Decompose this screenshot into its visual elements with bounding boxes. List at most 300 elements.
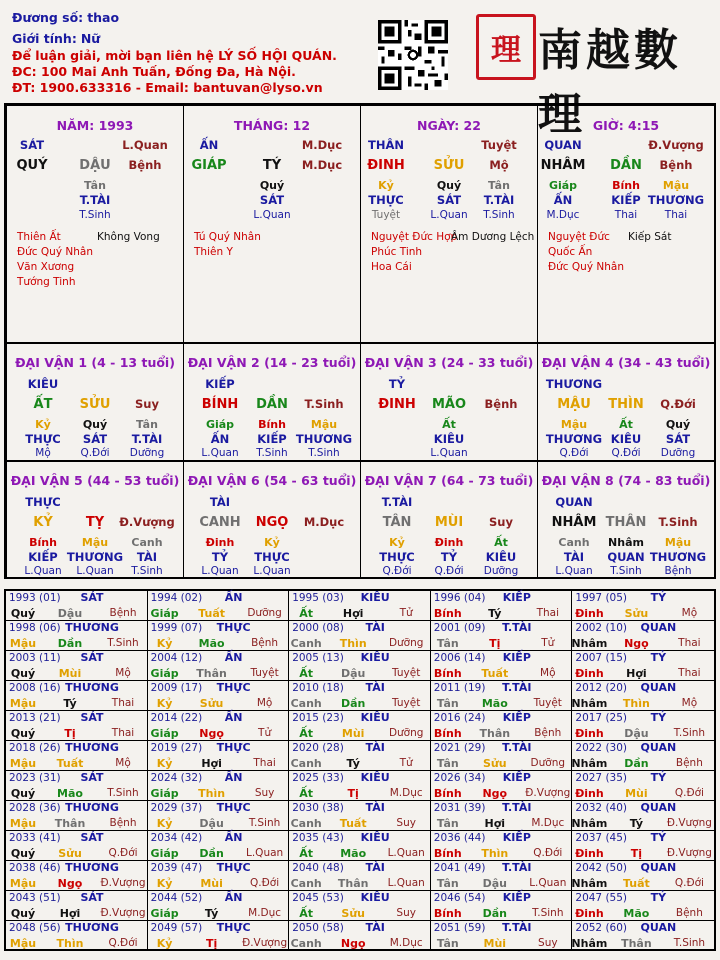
- hidden-star: T.TÀI: [131, 432, 163, 446]
- annual-luck-cell[interactable]: [431, 651, 573, 681]
- year-star: THỰC: [216, 681, 251, 694]
- hidden-star: T.TÀI: [483, 193, 515, 207]
- annual-luck-cell[interactable]: [6, 711, 148, 741]
- earthly-branch: TÝ: [262, 158, 282, 173]
- annual-luck-cell[interactable]: [148, 861, 290, 891]
- year-stage: Thai: [678, 637, 701, 649]
- year-label: 2024 (32): [150, 772, 203, 784]
- annual-luck-cell[interactable]: [148, 831, 290, 861]
- annual-luck-cell[interactable]: [6, 891, 148, 921]
- year-label: 2042 (50): [575, 862, 628, 874]
- year-label: 2038 (46): [9, 862, 61, 874]
- year-branch: Dậu: [624, 727, 649, 740]
- hidden-stage: Bệnh: [664, 565, 692, 577]
- dai-van-title[interactable]: ĐẠI VẬN 6 (54 - 63 tuổi): [187, 473, 357, 488]
- annual-luck-cell[interactable]: [572, 711, 714, 741]
- hidden-stem: Bính: [258, 418, 286, 431]
- shensha-note: Tú Quý Nhân: [194, 231, 261, 243]
- year-stage: T.Sinh: [248, 817, 281, 829]
- year-label: 2028 (36): [9, 802, 61, 814]
- hidden-star: KIÊU: [433, 432, 465, 446]
- year-star: KIÊU: [360, 591, 390, 604]
- life-stage: M.Dục: [301, 158, 343, 172]
- year-star: SÁT: [80, 651, 104, 664]
- year-star: THỰC: [216, 801, 251, 814]
- year-stem: Mậu: [9, 697, 37, 710]
- annual-luck-cell[interactable]: [148, 711, 290, 741]
- annual-luck-cell[interactable]: [148, 621, 290, 651]
- dai-van-stem: BÍNH: [201, 397, 239, 412]
- year-star: TÀI: [365, 861, 385, 874]
- year-label: 2029 (37): [150, 802, 203, 814]
- shensha-note: Âm Dương Lệch: [451, 231, 535, 243]
- life-stage: Bệnh: [659, 158, 693, 172]
- hidden-star: TÀI: [136, 550, 158, 564]
- year-label: 2039 (47): [150, 862, 203, 874]
- annual-luck-cell[interactable]: [572, 651, 714, 681]
- hidden-star: KIẾP: [28, 550, 58, 564]
- dai-van-stem: TÂN: [382, 515, 412, 530]
- hidden-stage: L.Quan: [430, 209, 468, 221]
- annual-luck-cell[interactable]: [148, 681, 290, 711]
- year-stem: Canh: [290, 637, 322, 650]
- year-stem: Kỷ: [156, 817, 173, 830]
- year-branch: Mùi: [625, 787, 648, 800]
- year-label: 2050 (58): [292, 922, 344, 934]
- dai-van-title[interactable]: ĐẠI VẬN 2 (14 - 23 tuổi): [187, 355, 357, 370]
- year-stage: L.Quan: [387, 847, 425, 859]
- annual-luck-cell[interactable]: [572, 921, 714, 951]
- annual-luck-cell[interactable]: [431, 921, 573, 951]
- pillar-title: NĂM: 1993: [56, 118, 134, 133]
- year-stage: Tuyệt: [392, 667, 421, 679]
- dai-van-title[interactable]: ĐẠI VẬN 5 (44 - 53 tuổi): [10, 473, 180, 488]
- year-star: T.TÀI: [502, 621, 532, 634]
- contact-line-3: ĐT: 1900.633316 - Email: bantuvan@lyso.vn: [12, 80, 323, 95]
- year-branch: Hợi: [342, 607, 364, 620]
- year-label: 2003 (11): [9, 652, 61, 664]
- main-star: THÂN: [368, 138, 404, 152]
- year-label: 2007 (15): [575, 652, 628, 664]
- annual-luck-cell[interactable]: [289, 651, 431, 681]
- year-label: 2043 (51): [9, 892, 61, 904]
- year-stem: Kỷ: [156, 937, 173, 950]
- annual-luck-cell[interactable]: [148, 771, 290, 801]
- year-stem: Ất: [299, 727, 314, 740]
- dai-van-stage: T.Sinh: [304, 397, 344, 411]
- year-branch: Tý: [488, 607, 502, 620]
- year-label: 2048 (56): [9, 922, 61, 934]
- hidden-star: THƯƠNG: [649, 550, 707, 564]
- annual-luck-cell[interactable]: [431, 861, 573, 891]
- year-stem: Tân: [436, 817, 459, 830]
- annual-luck-cell[interactable]: [6, 651, 148, 681]
- year-stage: Tuyệt: [533, 697, 562, 709]
- annual-luck-cell[interactable]: [572, 621, 714, 651]
- year-label: 2004 (12): [150, 652, 203, 664]
- year-label: 1994 (02): [150, 592, 203, 604]
- life-stage: Mộ: [489, 158, 509, 172]
- year-stem: Ất: [299, 787, 314, 800]
- year-stage: Q.Đới: [533, 847, 563, 859]
- dai-van-stage: T.Sinh: [658, 515, 698, 529]
- annual-luck-cell[interactable]: [572, 891, 714, 921]
- hidden-stem: Giáp: [548, 179, 578, 192]
- year-star: QUAN: [640, 861, 677, 874]
- year-star: TỶ: [650, 591, 667, 604]
- year-stem: Ất: [299, 907, 314, 920]
- year-stage: Tử: [399, 607, 413, 619]
- dai-van-branch: NGỌ: [255, 515, 289, 530]
- year-stage: T.Sinh: [532, 907, 564, 919]
- annual-luck-cell[interactable]: [572, 681, 714, 711]
- year-star: THỰC: [216, 921, 251, 934]
- pillars-grid: [4, 103, 716, 579]
- year-star: QUAN: [640, 741, 677, 754]
- year-branch: Ngọ: [340, 937, 366, 950]
- annual-luck-cell[interactable]: [6, 921, 148, 951]
- year-stem: Mậu: [9, 817, 37, 830]
- year-branch: Mão: [198, 637, 225, 650]
- year-stage: Bệnh: [675, 757, 703, 769]
- hidden-stage: Thai: [664, 209, 688, 221]
- year-branch: Hợi: [626, 667, 647, 680]
- shensha-note: Văn Xương: [17, 261, 75, 273]
- year-label: 2018 (26): [9, 742, 61, 754]
- year-branch: Mão: [340, 847, 367, 860]
- hidden-star: SÁT: [259, 193, 285, 207]
- year-stem: Canh: [290, 697, 322, 710]
- hidden-stem: Bính: [29, 536, 57, 549]
- hidden-stage: Q.Đới: [611, 447, 641, 459]
- dai-van-title[interactable]: ĐẠI VẬN 4 (34 - 43 tuổi): [541, 355, 711, 370]
- hidden-stage: L.Quan: [24, 565, 62, 577]
- annual-luck-cell[interactable]: [431, 771, 573, 801]
- annual-luck-cell[interactable]: [572, 741, 714, 771]
- year-branch: Mùi: [200, 877, 223, 890]
- dai-van-star: KIẾP: [205, 377, 235, 391]
- year-star: T.TÀI: [502, 861, 532, 874]
- year-branch: Dần: [340, 697, 366, 710]
- year-stage: Thai: [536, 607, 560, 619]
- year-label: 2033 (41): [9, 832, 61, 844]
- annual-luck-cell[interactable]: [431, 681, 573, 711]
- year-stem: Kỷ: [156, 637, 173, 650]
- annual-luck-cell[interactable]: [289, 921, 431, 951]
- year-stem: Đinh: [575, 727, 604, 740]
- year-branch: Tuất: [481, 667, 509, 680]
- year-star: THƯƠNG: [65, 921, 119, 934]
- year-label: 1997 (05): [575, 592, 628, 604]
- year-branch: Thân: [621, 937, 652, 950]
- hidden-stage: Thai: [614, 209, 638, 221]
- annual-luck-cell[interactable]: [148, 651, 290, 681]
- year-branch: Thìn: [339, 637, 367, 650]
- year-star: TỶ: [650, 891, 667, 904]
- dai-van-star: TỶ: [388, 377, 406, 391]
- annual-luck-cell[interactable]: [289, 681, 431, 711]
- year-stem: Quý: [10, 607, 36, 620]
- year-stage: M.Dục: [531, 817, 565, 829]
- annual-luck-cell[interactable]: [572, 831, 714, 861]
- year-label: 2041 (49): [433, 862, 486, 874]
- annual-luck-cell[interactable]: [289, 801, 431, 831]
- hidden-stage: L.Quan: [201, 447, 239, 459]
- annual-luck-cell[interactable]: [6, 861, 148, 891]
- year-stage: Tuyệt: [392, 697, 421, 709]
- year-stage: M.Dục: [389, 937, 423, 949]
- year-label: 1996 (04): [433, 592, 486, 604]
- shensha-note: Thiên Ất: [17, 231, 61, 243]
- pillar-title: GIỜ: 4:15: [592, 118, 660, 133]
- hidden-star: KIẾP: [611, 193, 641, 207]
- year-label: 2030 (38): [292, 802, 344, 814]
- annual-luck-cell[interactable]: [6, 801, 148, 831]
- year-label: 1999 (07): [150, 622, 203, 634]
- qr-code-icon[interactable]: [378, 20, 448, 90]
- hidden-stage: Q.Đới: [382, 565, 412, 577]
- hidden-stage: L.Quan: [253, 565, 291, 577]
- year-stem: Kỷ: [156, 757, 173, 770]
- year-branch: Tý: [346, 757, 360, 770]
- dai-van-cell: [360, 461, 538, 579]
- year-stage: Dưỡng: [247, 607, 282, 619]
- hidden-stem: Kỷ: [35, 418, 51, 431]
- year-label: 2012 (20): [575, 682, 628, 694]
- shensha-note: Kiếp Sát: [628, 231, 672, 243]
- hidden-stage: T.Sinh: [256, 447, 288, 459]
- year-star: T.TÀI: [502, 681, 532, 694]
- year-star: QUAN: [640, 921, 677, 934]
- hidden-star: THƯƠNG: [295, 432, 353, 446]
- annual-luck-cell[interactable]: [289, 771, 431, 801]
- annual-luck-cell[interactable]: [6, 831, 148, 861]
- hidden-stage: L.Quan: [555, 565, 593, 577]
- year-label: 2045 (53): [292, 892, 344, 904]
- annual-luck-cell[interactable]: [431, 831, 573, 861]
- pillar-title: THÁNG: 12: [233, 118, 311, 133]
- year-branch: Hợi: [59, 907, 81, 920]
- year-label: 2026 (34): [433, 772, 486, 784]
- year-stem: Bính: [433, 787, 462, 800]
- year-stem: Đinh: [575, 607, 604, 620]
- year-stem: Mậu: [9, 757, 37, 770]
- annual-luck-cell[interactable]: [572, 861, 714, 891]
- hidden-star: SÁT: [436, 193, 462, 207]
- pillar-title: NGÀY: 22: [417, 118, 481, 133]
- year-star: TỶ: [650, 831, 667, 844]
- year-star: T.TÀI: [502, 801, 532, 814]
- hidden-stem: Tân: [488, 179, 510, 192]
- hidden-star: SÁT: [82, 432, 108, 446]
- year-stage: T.Sinh: [107, 787, 139, 799]
- annual-luck-cell[interactable]: [6, 681, 148, 711]
- year-branch: Thìn: [56, 937, 84, 950]
- hidden-stem: Ất: [494, 536, 508, 549]
- annual-luck-cell[interactable]: [148, 921, 290, 951]
- dai-van-branch: TỴ: [85, 515, 105, 530]
- heavenly-stem: NHÂM: [540, 158, 586, 173]
- hidden-stage: T.Sinh: [79, 209, 111, 221]
- annual-luck-cell[interactable]: [431, 891, 573, 921]
- contact-line-1: Để luận giải, mời bạn liên hệ LÝ SỐ HỘI QUÁN.: [12, 48, 337, 63]
- dai-van-star: QUAN: [555, 495, 593, 509]
- year-label: 2000 (08): [292, 622, 344, 634]
- year-stem: Nhâm: [571, 817, 608, 830]
- hidden-stem: Đinh: [205, 536, 235, 549]
- annual-luck-cell[interactable]: [289, 891, 431, 921]
- dai-van-star: KIÊU: [27, 377, 59, 391]
- hidden-stage: T.Sinh: [610, 565, 642, 577]
- hidden-star: SÁT: [665, 432, 691, 446]
- annual-luck-cell[interactable]: [6, 591, 148, 621]
- year-label: 2001 (09): [433, 622, 486, 634]
- annual-luck-cell[interactable]: [289, 591, 431, 621]
- dai-van-title[interactable]: ĐẠI VẬN 1 (4 - 13 tuổi): [15, 355, 175, 370]
- year-branch: Tý: [204, 907, 219, 920]
- dai-van-cell: [537, 343, 715, 461]
- year-stage: Suy: [254, 787, 275, 799]
- pillar-cell: [537, 105, 715, 343]
- dai-van-title[interactable]: ĐẠI VẬN 8 (74 - 83 tuổi): [541, 473, 711, 488]
- year-star: THƯƠNG: [65, 681, 119, 694]
- annual-luck-cell[interactable]: [289, 741, 431, 771]
- year-label: 2002 (10): [575, 622, 628, 634]
- dai-van-stem: NHÂM: [551, 515, 597, 530]
- annual-luck-cell[interactable]: [148, 801, 290, 831]
- year-star: KIÊU: [360, 891, 390, 904]
- year-star: THƯƠNG: [65, 621, 119, 634]
- hidden-stem: Bính: [612, 179, 640, 192]
- year-branch: Dậu: [482, 877, 507, 890]
- year-stem: Giáp: [150, 787, 179, 800]
- year-branch: Mùi: [341, 727, 365, 740]
- year-star: THỰC: [216, 861, 251, 874]
- dai-van-stage: Suy: [489, 515, 513, 529]
- hidden-stage: T.Sinh: [308, 447, 340, 459]
- year-branch: Tị: [347, 787, 359, 800]
- year-stem: Nhâm: [571, 937, 608, 950]
- year-label: 2052 (60): [575, 922, 628, 934]
- year-star: TÀI: [365, 681, 385, 694]
- annual-luck-cell[interactable]: [148, 891, 290, 921]
- year-stem: Canh: [290, 817, 322, 830]
- dai-van-title[interactable]: ĐẠI VẬN 7 (64 - 73 tuổi): [364, 473, 534, 488]
- hidden-stem: Ất: [619, 418, 633, 431]
- dai-van-stage: Đ.Vượng: [119, 515, 175, 529]
- dai-van-cell: [360, 343, 538, 461]
- year-branch: Mão: [623, 907, 650, 920]
- year-branch: Thân: [196, 667, 227, 680]
- year-branch: Ngọ: [624, 637, 649, 650]
- annual-luck-cell[interactable]: [572, 771, 714, 801]
- annual-luck-cell[interactable]: [289, 711, 431, 741]
- year-star: KIẾP: [502, 771, 531, 784]
- year-stage: T.Sinh: [673, 937, 706, 949]
- year-stage: Thai: [111, 727, 135, 739]
- year-stem: Canh: [290, 757, 322, 770]
- year-stem: Ất: [299, 667, 314, 680]
- annual-luck-cell[interactable]: [6, 741, 148, 771]
- year-stem: Mậu: [9, 937, 37, 950]
- year-stem: Kỷ: [156, 877, 173, 890]
- hidden-stem: Mậu: [310, 418, 338, 431]
- annual-luck-cell[interactable]: [572, 801, 714, 831]
- year-star: KIẾP: [502, 591, 531, 604]
- year-branch: Mão: [481, 697, 508, 710]
- dai-van-cell: [183, 343, 361, 461]
- hidden-stem: Mậu: [560, 418, 588, 431]
- year-stage: Mộ: [540, 667, 556, 679]
- annual-luck-cell[interactable]: [431, 741, 573, 771]
- annual-luck-cell[interactable]: [6, 771, 148, 801]
- dai-van-stem: ẤT: [33, 397, 53, 412]
- hidden-stage: Dưỡng: [129, 447, 165, 459]
- annual-luck-cell[interactable]: [6, 621, 148, 651]
- annual-luck-cell[interactable]: [431, 711, 573, 741]
- year-stage: M.Dục: [389, 787, 423, 799]
- annual-luck-cell[interactable]: [431, 801, 573, 831]
- annual-luck-cell[interactable]: [431, 621, 573, 651]
- hidden-stem: Canh: [131, 536, 163, 549]
- year-stem: Tân: [436, 937, 459, 950]
- annual-luck-cell[interactable]: [148, 741, 290, 771]
- year-branch: Sửu: [341, 907, 365, 920]
- year-label: 2021 (29): [433, 742, 486, 754]
- hidden-star: T.TÀI: [79, 193, 111, 207]
- year-label: 2014 (22): [150, 712, 203, 724]
- year-star: ẤN: [224, 891, 243, 904]
- annual-luck-cell[interactable]: [289, 621, 431, 651]
- year-stage: Bệnh: [675, 907, 703, 919]
- year-star: KIẾP: [502, 651, 531, 664]
- year-star: SÁT: [80, 771, 104, 784]
- life-stage: Bệnh: [128, 158, 162, 172]
- year-star: KIẾP: [502, 711, 531, 724]
- annual-luck-table: [4, 589, 716, 951]
- year-label: 2009 (17): [150, 682, 203, 694]
- annual-luck-cell[interactable]: [289, 861, 431, 891]
- hidden-star: THỰC: [368, 193, 404, 207]
- dai-van-stage: M.Dục: [303, 515, 345, 529]
- year-stage: L.Quan: [387, 877, 425, 889]
- year-branch: Hợi: [484, 817, 506, 830]
- year-stem: Tân: [436, 637, 459, 650]
- year-stage: Mộ: [115, 757, 131, 769]
- hidden-stem: Tân: [136, 418, 158, 431]
- dai-van-title[interactable]: ĐẠI VẬN 3 (24 - 33 tuổi): [364, 355, 534, 370]
- hidden-stem: Quý: [665, 418, 691, 431]
- year-star: KIÊU: [360, 771, 390, 784]
- year-stem: Ất: [299, 607, 314, 620]
- annual-luck-cell[interactable]: [572, 591, 714, 621]
- year-stem: Nhâm: [571, 697, 608, 710]
- shensha-note: Phúc Tinh: [371, 246, 423, 258]
- phase-label: Tuyệt: [481, 138, 517, 152]
- year-branch: Sửu: [58, 847, 82, 860]
- year-branch: Ngọ: [57, 877, 83, 890]
- hidden-stem: Ất: [442, 418, 456, 431]
- year-label: 2017 (25): [575, 712, 628, 724]
- annual-luck-cell[interactable]: [289, 831, 431, 861]
- annual-luck-cell[interactable]: [431, 591, 573, 621]
- year-label: 2016 (24): [433, 712, 486, 724]
- annual-luck-cell[interactable]: [148, 591, 290, 621]
- year-label: 2022 (30): [575, 742, 628, 754]
- year-stem: Tân: [436, 757, 459, 770]
- year-star: KIẾP: [502, 891, 531, 904]
- main-star: SÁT: [19, 138, 45, 152]
